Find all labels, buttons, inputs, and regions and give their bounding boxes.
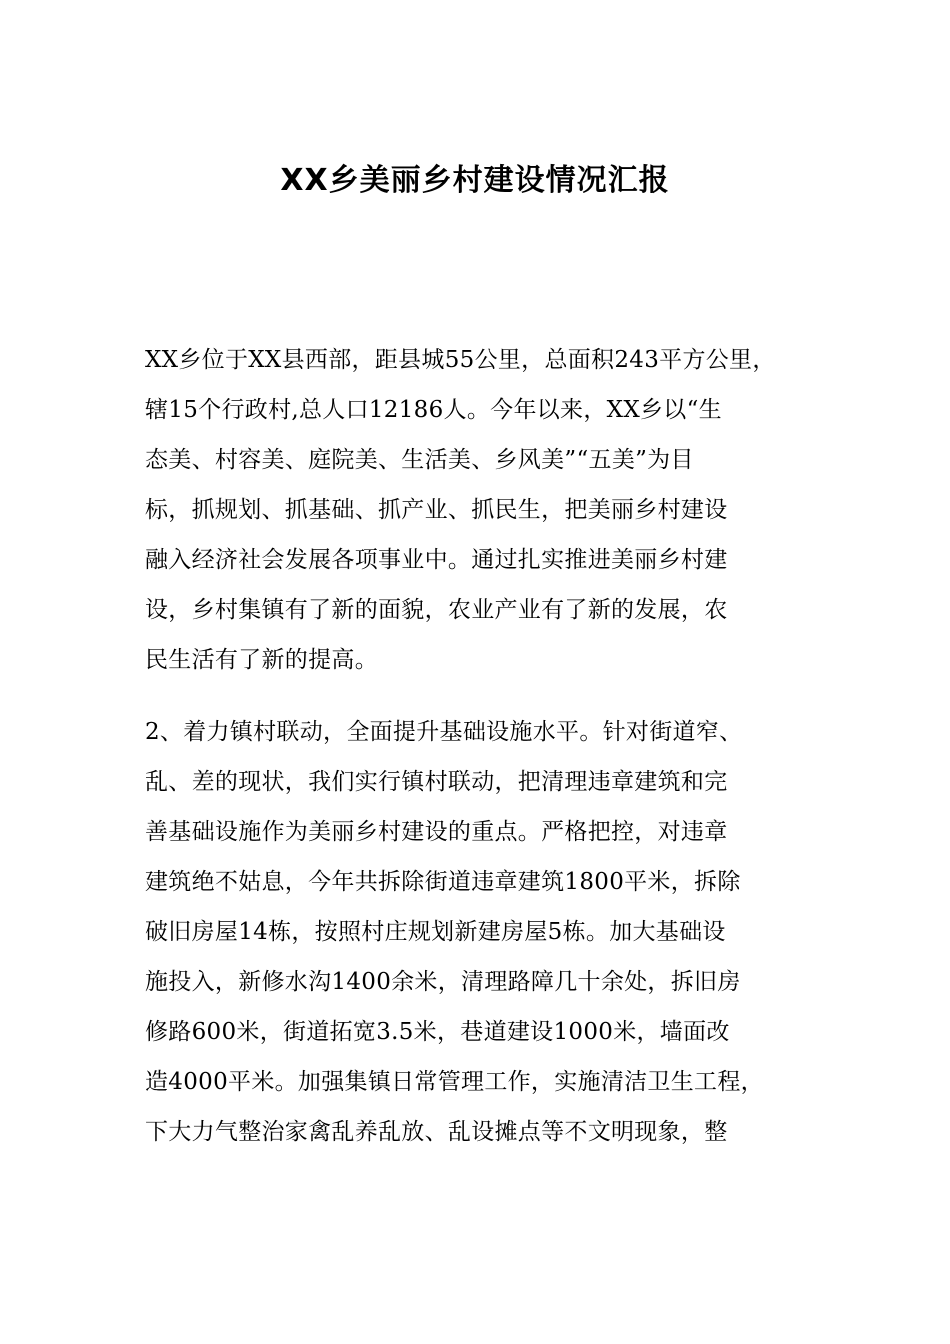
paragraph-line: 设，乡村集镇有了新的面貌，农业产业有了新的发展，农 (145, 597, 728, 623)
paragraph-line: 建筑绝不姑息，今年共拆除街道违章建筑1800平米，拆除 (145, 869, 741, 895)
paragraph-line: 标，抓规划、抓基础、抓产业、抓民生，把美丽乡村建设 (145, 497, 728, 523)
paragraph-line: 融入经济社会发展各项事业中。通过扎实推进美丽乡村建 (145, 547, 728, 573)
document-title: XX乡美丽乡村建设情况汇报 (280, 163, 670, 198)
paragraph-line: 民生活有了新的提高。 (145, 647, 378, 673)
paragraph-line: 修路600米，街道拓宽3.5米，巷道建设1000米，墙面改 (145, 1019, 730, 1045)
paragraph-infrastructure (145, 707, 835, 1157)
paragraph-line: 乱、差的现状，我们实行镇村联动，把清理违章建筑和完 (145, 769, 728, 795)
paragraph-line: XX乡位于XX县西部，距县城55公里，总面积243平方公里， (145, 347, 776, 373)
paragraph-line: 造4000平米。加强集镇日常管理工作，实施清洁卫生工程， (145, 1069, 764, 1095)
paragraph-line: 施投入，新修水沟1400余米，清理路障几十余处，拆旧房 (145, 969, 741, 995)
paragraph-line: 态美、村容美、庭院美、生活美、乡风美”“五美”为目 (145, 447, 694, 473)
paragraph-overview (145, 335, 835, 685)
paragraph-line: 2、着力镇村联动，全面提升基础设施水平。针对街道窄、 (145, 719, 743, 745)
paragraph-line: 破旧房屋14栋，按照村庄规划新建房屋5栋。加大基础设 (145, 919, 726, 945)
paragraph-line: 善基础设施作为美丽乡村建设的重点。严格把控，对违章 (145, 819, 728, 845)
paragraph-line: 辖15个行政村,总人口12186人。今年以来，XX乡以“生 (145, 397, 722, 423)
paragraph-line: 下大力气整治家禽乱养乱放、乱设摊点等不文明现象，整 (145, 1119, 728, 1145)
